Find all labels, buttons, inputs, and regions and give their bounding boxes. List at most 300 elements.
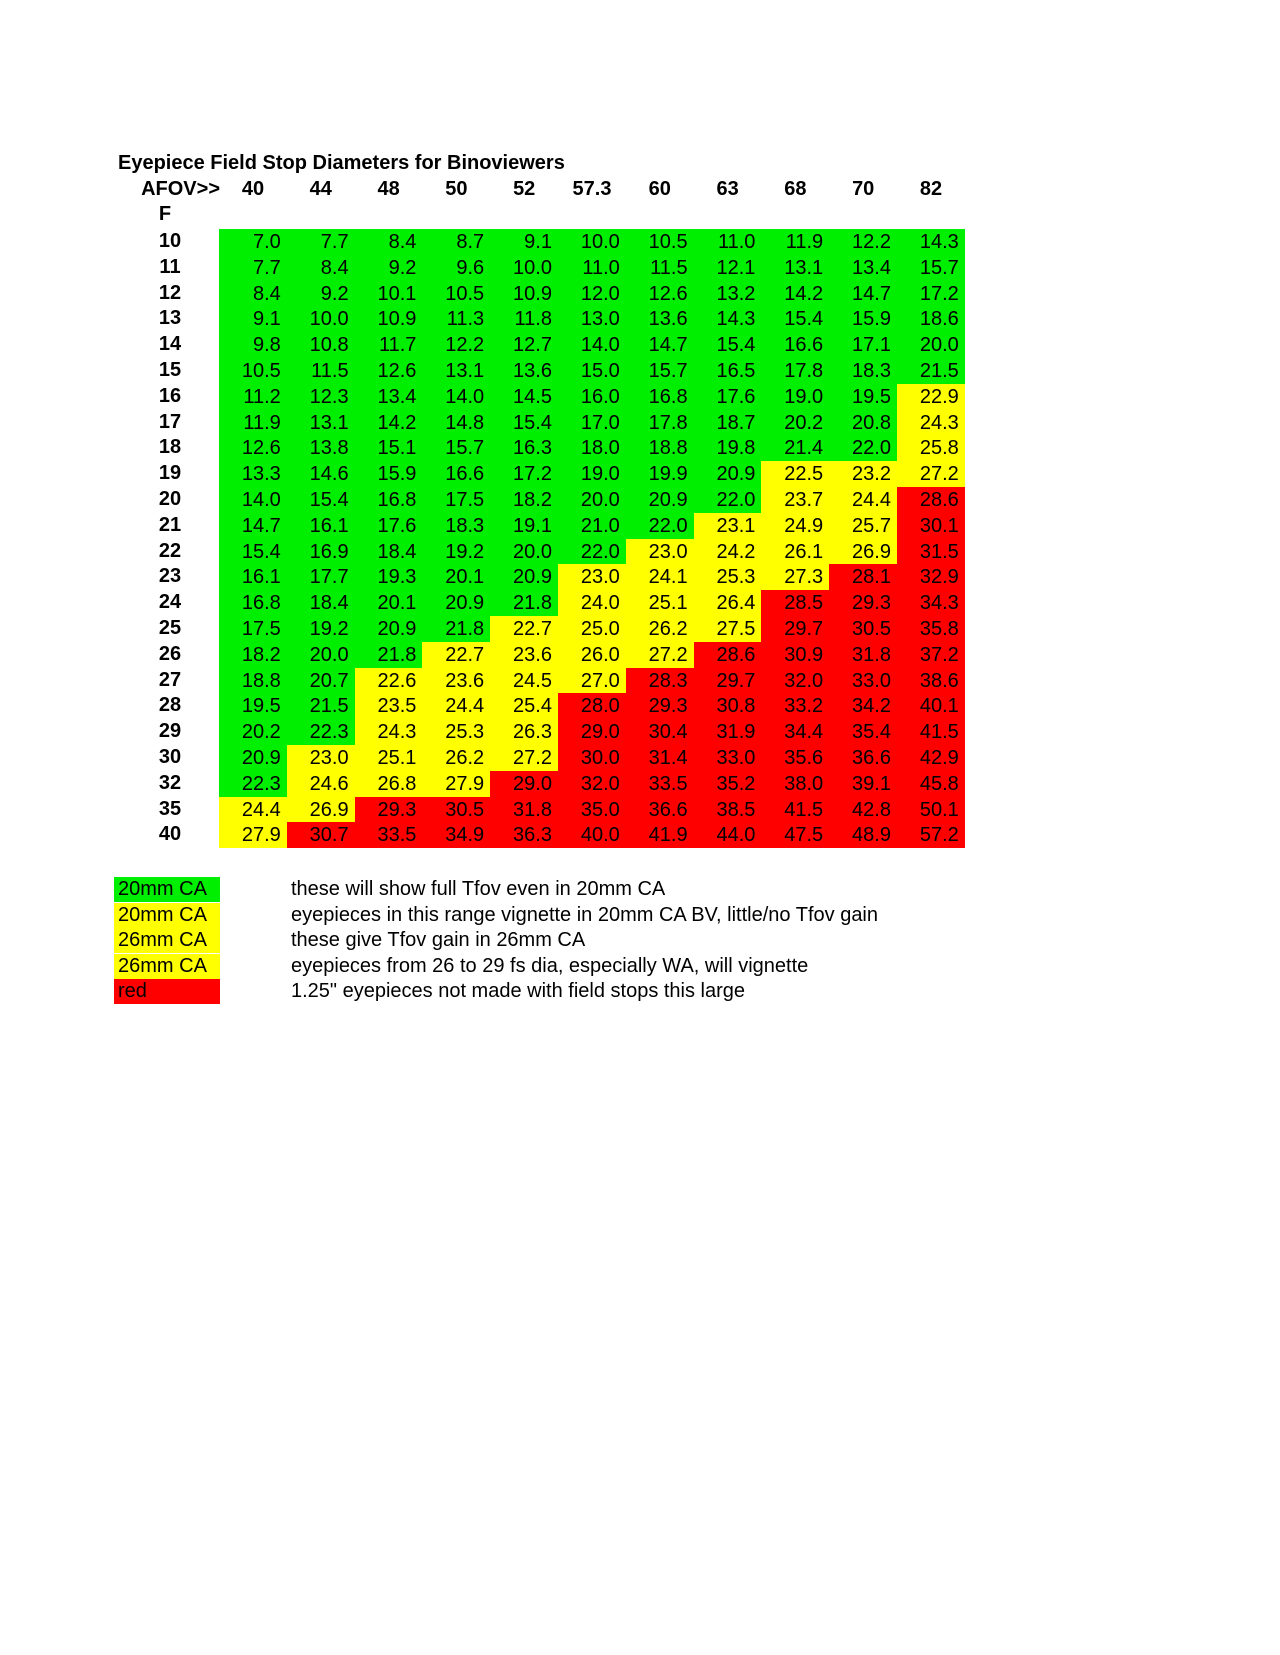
table-cell: 27.5: [694, 616, 762, 642]
table-cell: 26.1: [761, 539, 829, 565]
legend-swatch: 20mm CA: [114, 903, 220, 928]
table-cell: 41.9: [626, 822, 694, 848]
table-cell: 33.0: [694, 745, 762, 771]
table-cell: 10.5: [626, 229, 694, 255]
table-cell: 31.8: [829, 642, 897, 668]
table-cell: 14.2: [355, 410, 423, 436]
table-cell: 57.2: [897, 822, 965, 848]
table-cell: 26.9: [287, 797, 355, 823]
table-cell: 31.4: [626, 745, 694, 771]
row-header: 28: [158, 694, 182, 717]
table-cell: 8.4: [287, 255, 355, 281]
table-cell: 24.0: [558, 590, 626, 616]
table-cell: 30.5: [829, 616, 897, 642]
table-cell: 42.8: [829, 797, 897, 823]
table-cell: 14.7: [626, 332, 694, 358]
table-cell: 22.9: [897, 384, 965, 410]
row-header: 23: [158, 565, 182, 588]
table-cell: 38.5: [694, 797, 762, 823]
table-cell: 25.4: [490, 693, 558, 719]
table-cell: 22.0: [626, 513, 694, 539]
table-cell: 12.1: [694, 255, 762, 281]
table-cell: 18.3: [829, 358, 897, 384]
table-cell: 9.1: [490, 229, 558, 255]
table-cell: 11.2: [219, 384, 287, 410]
table-cell: 21.8: [490, 590, 558, 616]
table-cell: 10.5: [219, 358, 287, 384]
table-cell: 13.4: [829, 255, 897, 281]
table-cell: 24.4: [422, 693, 490, 719]
table-cell: 16.8: [355, 487, 423, 513]
table-cell: 15.1: [355, 435, 423, 461]
row-header: 30: [158, 746, 182, 768]
table-cell: 27.2: [626, 642, 694, 668]
table-cell: 27.2: [897, 461, 965, 487]
table-cell: 35.8: [897, 616, 965, 642]
table-cell: 11.9: [219, 410, 287, 436]
table-cell: 22.0: [829, 435, 897, 461]
table-cell: 44.0: [694, 822, 762, 848]
table-cell: 33.5: [355, 822, 423, 848]
table-cell: 10.1: [355, 281, 423, 307]
table-cell: 15.4: [219, 539, 287, 565]
table-cell: 21.4: [761, 435, 829, 461]
table-cell: 11.5: [287, 358, 355, 384]
table-cell: 20.9: [694, 461, 762, 487]
table-cell: 22.0: [694, 487, 762, 513]
table-cell: 13.8: [287, 435, 355, 461]
table-cell: 13.1: [287, 410, 355, 436]
table-cell: 15.0: [558, 358, 626, 384]
table-cell: 29.7: [761, 616, 829, 642]
table-cell: 11.0: [694, 229, 762, 255]
table-cell: 15.4: [694, 332, 762, 358]
legend-swatch: 26mm CA: [114, 954, 220, 979]
table-cell: 20.0: [287, 642, 355, 668]
table-cell: 20.7: [287, 668, 355, 694]
table-cell: 42.9: [897, 745, 965, 771]
table-cell: 24.3: [355, 719, 423, 745]
table-cell: 35.2: [694, 771, 762, 797]
table-cell: 25.3: [422, 719, 490, 745]
table-cell: 12.7: [490, 332, 558, 358]
table-cell: 34.4: [761, 719, 829, 745]
table-cell: 26.2: [626, 616, 694, 642]
table-cell: 14.5: [490, 384, 558, 410]
table-cell: 38.6: [897, 668, 965, 694]
table-cell: 9.8: [219, 332, 287, 358]
table-cell: 13.6: [626, 306, 694, 332]
table-cell: 40.1: [897, 693, 965, 719]
table-cell: 48.9: [829, 822, 897, 848]
legend-text: eyepieces from 26 to 29 fs dia, especially WA, will vignette: [291, 954, 809, 977]
legend-swatch: 20mm CA: [114, 877, 220, 902]
table-cell: 7.7: [287, 229, 355, 255]
table-cell: 23.1: [694, 513, 762, 539]
legend-text: 1.25" eyepieces not made with field stops this large: [291, 980, 746, 1002]
column-header: 44: [309, 178, 332, 200]
table-cell: 22.0: [558, 539, 626, 565]
table-cell: 20.0: [897, 332, 965, 358]
table-cell: 10.9: [490, 281, 558, 307]
table-cell: 15.7: [626, 358, 694, 384]
table-cell: 9.1: [219, 306, 287, 332]
table-cell: 19.9: [626, 461, 694, 487]
table-cell: 34.9: [422, 822, 490, 848]
table-cell: 32.9: [897, 564, 965, 590]
table-cell: 23.7: [761, 487, 829, 513]
table-cell: 31.5: [897, 539, 965, 565]
row-header: 22: [158, 539, 182, 562]
column-header: 57.3: [572, 178, 612, 200]
table-cell: 33.0: [829, 668, 897, 694]
table-cell: 19.8: [694, 435, 762, 461]
table-cell: 23.0: [287, 745, 355, 771]
table-cell: 10.0: [490, 255, 558, 281]
table-cell: 11.7: [355, 332, 423, 358]
table-cell: 23.6: [490, 642, 558, 668]
table-cell: 22.5: [761, 461, 829, 487]
table-cell: 37.2: [897, 642, 965, 668]
row-header: 10: [158, 230, 182, 252]
table-cell: 15.7: [897, 255, 965, 281]
table-cell: 27.0: [558, 668, 626, 694]
table-cell: 14.0: [422, 384, 490, 410]
table-cell: 45.8: [897, 771, 965, 797]
table-cell: 21.8: [422, 616, 490, 642]
table-cell: 14.8: [422, 410, 490, 436]
row-header: 16: [158, 384, 182, 407]
row-header: 27: [158, 668, 182, 691]
table-cell: 18.7: [694, 410, 762, 436]
table-cell: 30.4: [626, 719, 694, 745]
row-header: 35: [158, 797, 182, 820]
table-cell: 10.8: [287, 332, 355, 358]
row-header: 21: [158, 513, 182, 536]
row-header: 29: [158, 720, 182, 743]
table-cell: 27.9: [219, 822, 287, 848]
table-cell: 24.5: [490, 668, 558, 694]
table-cell: 14.3: [897, 229, 965, 255]
table-cell: 14.0: [219, 487, 287, 513]
table-cell: 26.2: [422, 745, 490, 771]
row-header: 11: [159, 255, 181, 278]
table-cell: 26.9: [829, 539, 897, 565]
column-header: 82: [919, 178, 943, 200]
table-cell: 17.1: [829, 332, 897, 358]
row-header: 32: [158, 771, 182, 794]
table-cell: 22.3: [287, 719, 355, 745]
table-cell: 16.1: [287, 513, 355, 539]
table-cell: 30.9: [761, 642, 829, 668]
table-cell: 18.8: [626, 435, 694, 461]
table-cell: 28.1: [829, 564, 897, 590]
table-cell: 35.0: [558, 797, 626, 823]
row-header: 15: [158, 359, 182, 381]
table-cell: 15.9: [829, 306, 897, 332]
table-cell: 17.6: [355, 513, 423, 539]
table-cell: 36.3: [490, 822, 558, 848]
table-cell: 20.9: [490, 564, 558, 590]
row-header: 40: [158, 823, 182, 846]
table-cell: 19.0: [761, 384, 829, 410]
table-cell: 21.5: [287, 693, 355, 719]
table-cell: 23.2: [829, 461, 897, 487]
table-cell: 31.8: [490, 797, 558, 823]
table-cell: 20.1: [422, 564, 490, 590]
table-cell: 12.0: [558, 281, 626, 307]
table-cell: 12.6: [219, 435, 287, 461]
table-cell: 20.0: [490, 539, 558, 565]
table-cell: 25.3: [694, 564, 762, 590]
table-cell: 24.4: [219, 797, 287, 823]
row-header: 12: [158, 281, 182, 304]
column-header: 52: [513, 178, 536, 200]
table-cell: 17.7: [287, 564, 355, 590]
column-header: 68: [784, 178, 807, 200]
table-cell: 8.7: [422, 229, 490, 255]
table-cell: 12.6: [355, 358, 423, 384]
table-cell: 20.1: [355, 590, 423, 616]
table-cell: 29.0: [490, 771, 558, 797]
table-cell: 13.0: [558, 306, 626, 332]
table-cell: 24.2: [694, 539, 762, 565]
legend-swatch: 26mm CA: [114, 928, 220, 953]
table-cell: 14.6: [287, 461, 355, 487]
table-cell: 11.5: [626, 255, 694, 281]
table-cell: 16.0: [558, 384, 626, 410]
table-cell: 22.7: [422, 642, 490, 668]
table-cell: 17.5: [422, 487, 490, 513]
table-cell: 29.0: [558, 719, 626, 745]
row-header: 26: [158, 642, 182, 665]
column-header: 70: [852, 178, 875, 200]
table-cell: 24.9: [761, 513, 829, 539]
table-cell: 17.6: [694, 384, 762, 410]
table-cell: 30.8: [694, 693, 762, 719]
table-cell: 27.2: [490, 745, 558, 771]
table-cell: 12.2: [422, 332, 490, 358]
table-cell: 17.0: [558, 410, 626, 436]
table-cell: 23.0: [626, 539, 694, 565]
legend-text: these will show full Tfov even in 20mm CA: [291, 878, 666, 900]
table-cell: 26.3: [490, 719, 558, 745]
table-cell: 28.6: [694, 642, 762, 668]
table-cell: 38.0: [761, 771, 829, 797]
column-header: 48: [377, 178, 400, 200]
table-cell: 16.8: [626, 384, 694, 410]
table-cell: 30.1: [897, 513, 965, 539]
table-cell: 9.6: [422, 255, 490, 281]
table-cell: 7.0: [219, 229, 287, 255]
table-cell: 24.1: [626, 564, 694, 590]
table-cell: 29.7: [694, 668, 762, 694]
table-cell: 22.7: [490, 616, 558, 642]
row-header: 17: [158, 410, 182, 433]
table-cell: 23.0: [558, 564, 626, 590]
page-title: Eyepiece Field Stop Diameters for Binoviewers: [118, 152, 565, 174]
table-cell: 26.0: [558, 642, 626, 668]
table-cell: 13.4: [355, 384, 423, 410]
table-cell: 11.8: [490, 306, 558, 332]
table-cell: 20.2: [761, 410, 829, 436]
table-cell: 10.5: [422, 281, 490, 307]
table-cell: 21.5: [897, 358, 965, 384]
table-cell: 20.0: [558, 487, 626, 513]
table-cell: 17.8: [761, 358, 829, 384]
table-cell: 12.6: [626, 281, 694, 307]
table-cell: 20.8: [829, 410, 897, 436]
table-cell: 50.1: [897, 797, 965, 823]
table-cell: 41.5: [897, 719, 965, 745]
table-cell: 16.6: [422, 461, 490, 487]
table-cell: 32.0: [761, 668, 829, 694]
table-cell: 13.1: [761, 255, 829, 281]
table-cell: 21.8: [355, 642, 423, 668]
table-cell: 25.0: [558, 616, 626, 642]
table-cell: 17.5: [219, 616, 287, 642]
table-cell: 27.9: [422, 771, 490, 797]
table-cell: 17.2: [897, 281, 965, 307]
table-cell: 25.1: [355, 745, 423, 771]
table-cell: 36.6: [829, 745, 897, 771]
table-cell: 20.2: [219, 719, 287, 745]
table-cell: 35.4: [829, 719, 897, 745]
table-cell: 9.2: [355, 255, 423, 281]
table-cell: 25.8: [897, 435, 965, 461]
table-cell: 22.3: [219, 771, 287, 797]
table-cell: 16.1: [219, 564, 287, 590]
table-cell: 16.8: [219, 590, 287, 616]
table-cell: 19.1: [490, 513, 558, 539]
table-cell: 19.2: [422, 539, 490, 565]
table-cell: 29.3: [829, 590, 897, 616]
table-cell: 18.8: [219, 668, 287, 694]
legend-text: eyepieces in this range vignette in 20mm CA BV, little/no Tfov gain: [291, 903, 879, 926]
table-cell: 20.9: [219, 745, 287, 771]
table-cell: 18.2: [490, 487, 558, 513]
table-cell: 20.9: [626, 487, 694, 513]
table-cell: 14.7: [829, 281, 897, 307]
table-cell: 16.6: [761, 332, 829, 358]
column-header: 60: [648, 178, 671, 200]
table-cell: 12.2: [829, 229, 897, 255]
column-header: 63: [716, 178, 739, 200]
table-cell: 34.2: [829, 693, 897, 719]
legend-text: these give Tfov gain in 26mm CA: [291, 929, 586, 951]
row-header: 18: [158, 436, 182, 459]
table-cell: 19.5: [219, 693, 287, 719]
table-cell: 8.4: [219, 281, 287, 307]
table-cell: 30.5: [422, 797, 490, 823]
table-cell: 16.5: [694, 358, 762, 384]
table-cell: 39.1: [829, 771, 897, 797]
table-cell: 18.2: [219, 642, 287, 668]
table-cell: 25.7: [829, 513, 897, 539]
table-cell: 18.4: [287, 590, 355, 616]
table-cell: 19.3: [355, 564, 423, 590]
table-cell: 16.9: [287, 539, 355, 565]
table-cell: 12.3: [287, 384, 355, 410]
legend-swatch: red: [114, 979, 220, 1004]
table-cell: 23.5: [355, 693, 423, 719]
table-cell: 36.6: [626, 797, 694, 823]
row-header: 24: [158, 591, 182, 614]
column-header: 40: [241, 178, 265, 200]
table-cell: 15.7: [422, 435, 490, 461]
table-cell: 14.3: [694, 306, 762, 332]
table-cell: 13.6: [490, 358, 558, 384]
row-header: 20: [158, 488, 182, 510]
table-cell: 16.3: [490, 435, 558, 461]
table-cell: 19.2: [287, 616, 355, 642]
row-header: 14: [158, 333, 182, 356]
table-cell: 11.3: [422, 306, 490, 332]
table-cell: 41.5: [761, 797, 829, 823]
table-cell: 13.2: [694, 281, 762, 307]
table-cell: 33.5: [626, 771, 694, 797]
f-header-label: F: [158, 203, 172, 225]
table-cell: 18.4: [355, 539, 423, 565]
table-cell: 20.9: [355, 616, 423, 642]
table-cell: 19.0: [558, 461, 626, 487]
table-cell: 40.0: [558, 822, 626, 848]
table-cell: 11.9: [761, 229, 829, 255]
table-cell: 29.3: [355, 797, 423, 823]
table-cell: 15.9: [355, 461, 423, 487]
table-cell: 15.4: [761, 306, 829, 332]
table-cell: 28.5: [761, 590, 829, 616]
table-cell: 10.0: [558, 229, 626, 255]
table-cell: 22.6: [355, 668, 423, 694]
table-cell: 15.4: [287, 487, 355, 513]
table-cell: 14.0: [558, 332, 626, 358]
table-cell: 25.1: [626, 590, 694, 616]
table-cell: 33.2: [761, 693, 829, 719]
table-cell: 13.1: [422, 358, 490, 384]
table-cell: 28.0: [558, 693, 626, 719]
table-cell: 14.7: [219, 513, 287, 539]
table-cell: 30.7: [287, 822, 355, 848]
table-cell: 9.2: [287, 281, 355, 307]
table-cell: 11.0: [558, 255, 626, 281]
table-cell: 26.8: [355, 771, 423, 797]
table-cell: 10.0: [287, 306, 355, 332]
table-cell: 47.5: [761, 822, 829, 848]
table-cell: 18.6: [897, 306, 965, 332]
table-cell: 31.9: [694, 719, 762, 745]
table-cell: 18.0: [558, 435, 626, 461]
table-cell: 24.3: [897, 410, 965, 436]
table-cell: 14.2: [761, 281, 829, 307]
table-cell: 29.3: [626, 693, 694, 719]
afov-header-label: AFOV>>: [141, 178, 220, 200]
table-cell: 18.3: [422, 513, 490, 539]
table-cell: 7.7: [219, 255, 287, 281]
row-header: 13: [158, 307, 182, 330]
table-cell: 20.9: [422, 590, 490, 616]
table-cell: 26.4: [694, 590, 762, 616]
table-cell: 30.0: [558, 745, 626, 771]
table-cell: 28.3: [626, 668, 694, 694]
row-header: 25: [158, 617, 182, 639]
table-cell: 27.3: [761, 564, 829, 590]
table-cell: 17.8: [626, 410, 694, 436]
table-cell: 21.0: [558, 513, 626, 539]
table-cell: 24.6: [287, 771, 355, 797]
row-header: 19: [158, 462, 182, 485]
table-cell: 24.4: [829, 487, 897, 513]
